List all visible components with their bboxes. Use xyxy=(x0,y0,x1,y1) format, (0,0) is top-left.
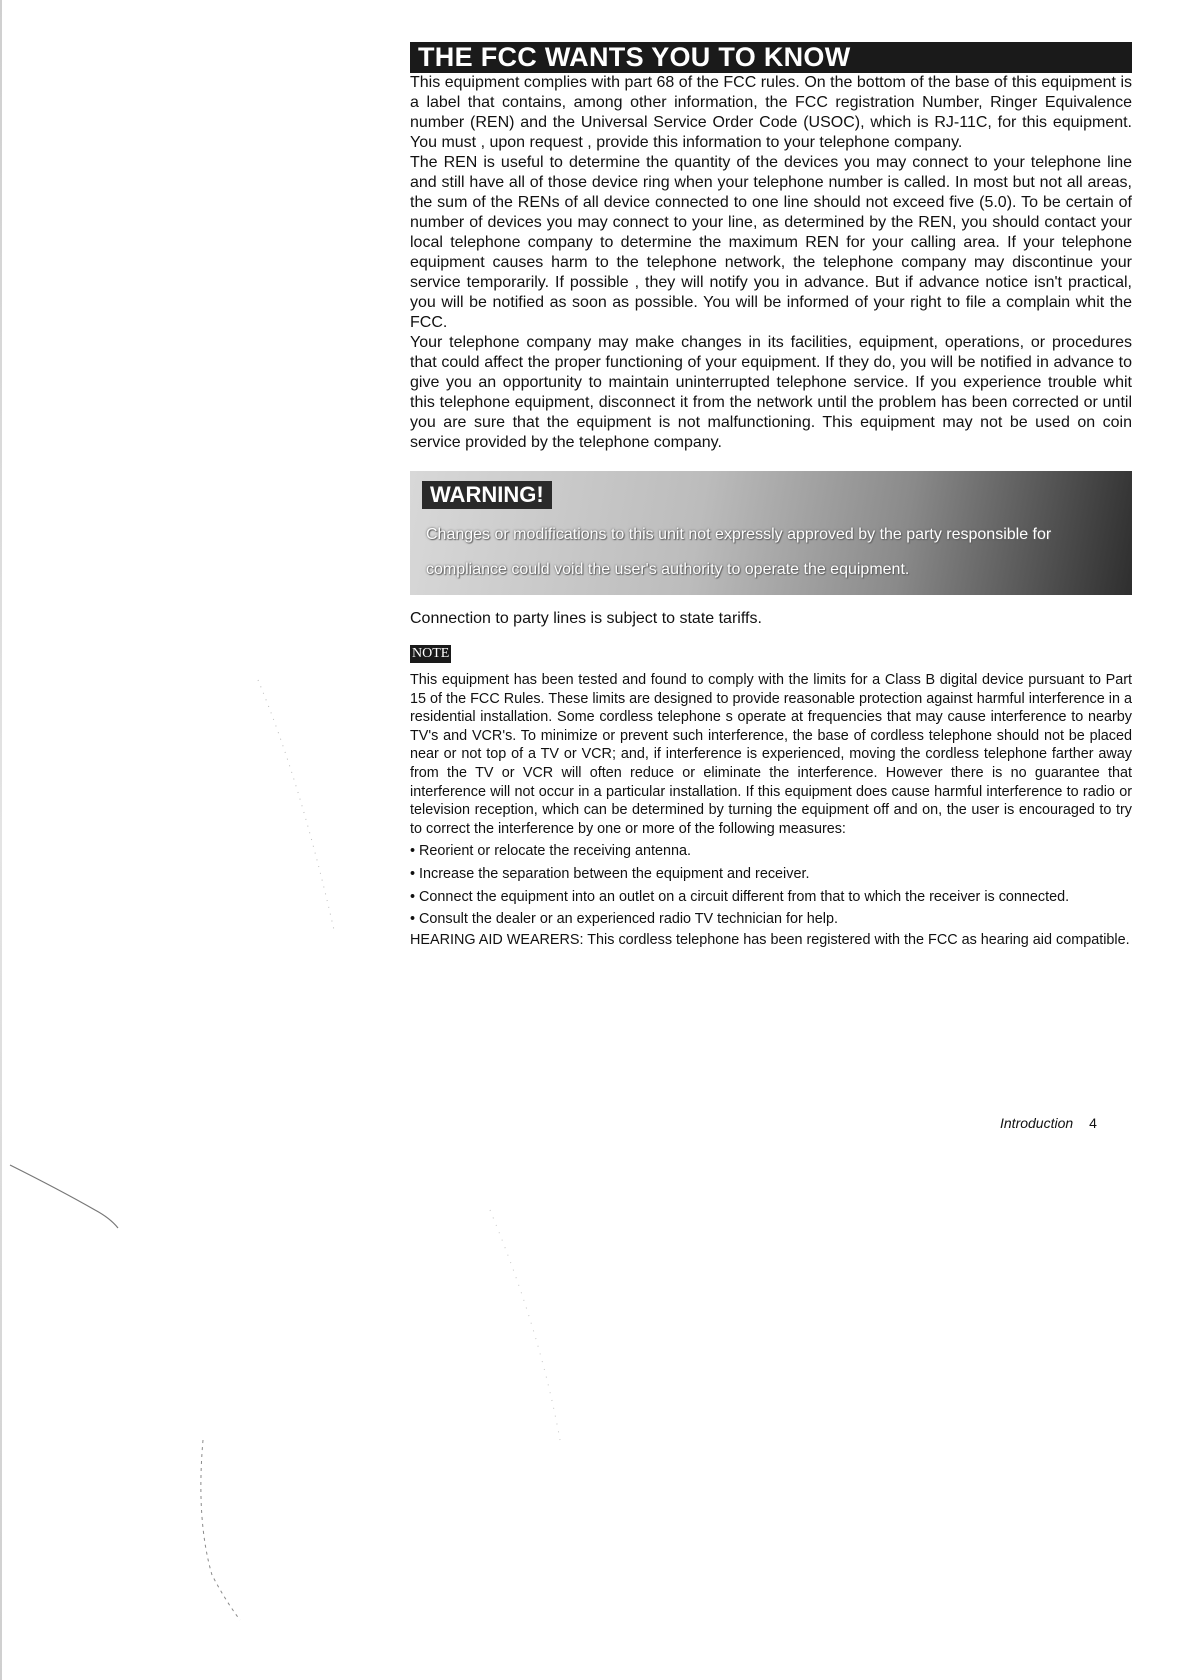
note-bullet-item: • Consult the dealer or an experienced radio TV technician for help. xyxy=(410,911,838,928)
fcc-paragraph: Your telephone company may make changes in its facilities, equipment, operations, or procedures that could affect the proper functioning of your equipment. If they do, you will be notified in advance to give you an opportunity to maintain uninterrupted telephone service. If you experience trouble whit this telephone equipment, disconnect it from the network until the problem has been corrected or until you are sure that the equipment is not malfunctioning. This equipment may not be used on coin service provided by the telephone company. xyxy=(410,334,1132,451)
footer-section-name: Introduction xyxy=(1000,1115,1074,1131)
note-bullet-item: • Increase the separation between the equipment and receiver. xyxy=(410,865,810,882)
hearing-aid-text: HEARING AID WEARERS: This cordless telephone has been registered with the FCC as hearing aid compatible. xyxy=(410,931,1130,948)
note-bullet-item: • Connect the equipment into an outlet on a circuit different from that to which the receiver is connected. xyxy=(410,888,1070,905)
party-lines-text: Connection to party lines is subject to state tariffs. xyxy=(410,610,762,627)
page-edge xyxy=(0,0,2,1680)
warning-box xyxy=(410,471,1132,595)
fcc-paragraph: The REN is useful to determine the quantity of the devices you may connect to your telephone line and still have all of those device ring when your telephone number is called. In most but not all areas, the sum of the RENs of all device connected to one line should not exceed five (5.0). To be certain of number of devices you may connect to your line, as determined by the REN, you should contact your local telephone company to determine the maximum REN for your calling area. If your telephone equipment causes harm to the telephone network, the telephone company may discontinue your service temporarily. If possible , they will notify you in advance. But if advance notice isn't practical, you will be notified as soon as possible. You will be informed of your right to file a complain whit the FCC. xyxy=(410,154,1132,331)
note-bullet-item: • Reorient or relocate the receiving antenna. xyxy=(410,843,692,860)
fcc-paragraph: This equipment complies with part 68 of the FCC rules. On the bottom of the base of this equipment is a label that contains, among other information, the FCC registration Number, Ringer Equivalence number (REN) and the Universal Service Order Code (USOC), which is RJ-11C, for this equipment. You must , upon request , provide this information to your telephone company. xyxy=(410,74,1132,151)
warning-text: Changes or modifications to this unit not expressly approved by the party responsible for compliance could void the user's authority to operate the equipment. xyxy=(426,526,1052,578)
scan-artifact-curve-3 xyxy=(258,680,334,930)
page-number: 4 xyxy=(1089,1115,1097,1131)
note-label: NOTE xyxy=(412,646,450,661)
scan-artifact-curve-2 xyxy=(201,1440,240,1620)
scan-artifact-curve-1 xyxy=(10,1165,118,1228)
scan-artifact-curve-4 xyxy=(490,1210,560,1440)
fcc-title: THE FCC WANTS YOU TO KNOW xyxy=(410,42,1132,73)
note-paragraph: This equipment has been tested and found to comply with the limits for a Class B digital device pursuant to Part 15 of the FCC Rules. These limits are designed to provide reasonable protection against harmful interference in a residential installation. Some cordless telephone s operate at frequencies that may cause interference to nearby TV's and VCR's. To minimize or prevent such interference, the base of cordless telephone should not be placed near or not top of a TV or VCR; and, if interference is experienced, moving the cordless telephone farther away from the TV or VCR will often reduce or eliminate the interference. However there is no guarantee that interference will not occur in a particular installation. If this equipment does cause harmful interference to radio or television reception, which can be determined by turning the equipment off and on, the user is encouraged to try to correct the interference by one or more of the following measures: xyxy=(410,672,1132,837)
main-column xyxy=(410,42,1132,949)
page-footer xyxy=(1000,1114,1097,1132)
warning-label: WARNING! xyxy=(422,481,552,509)
